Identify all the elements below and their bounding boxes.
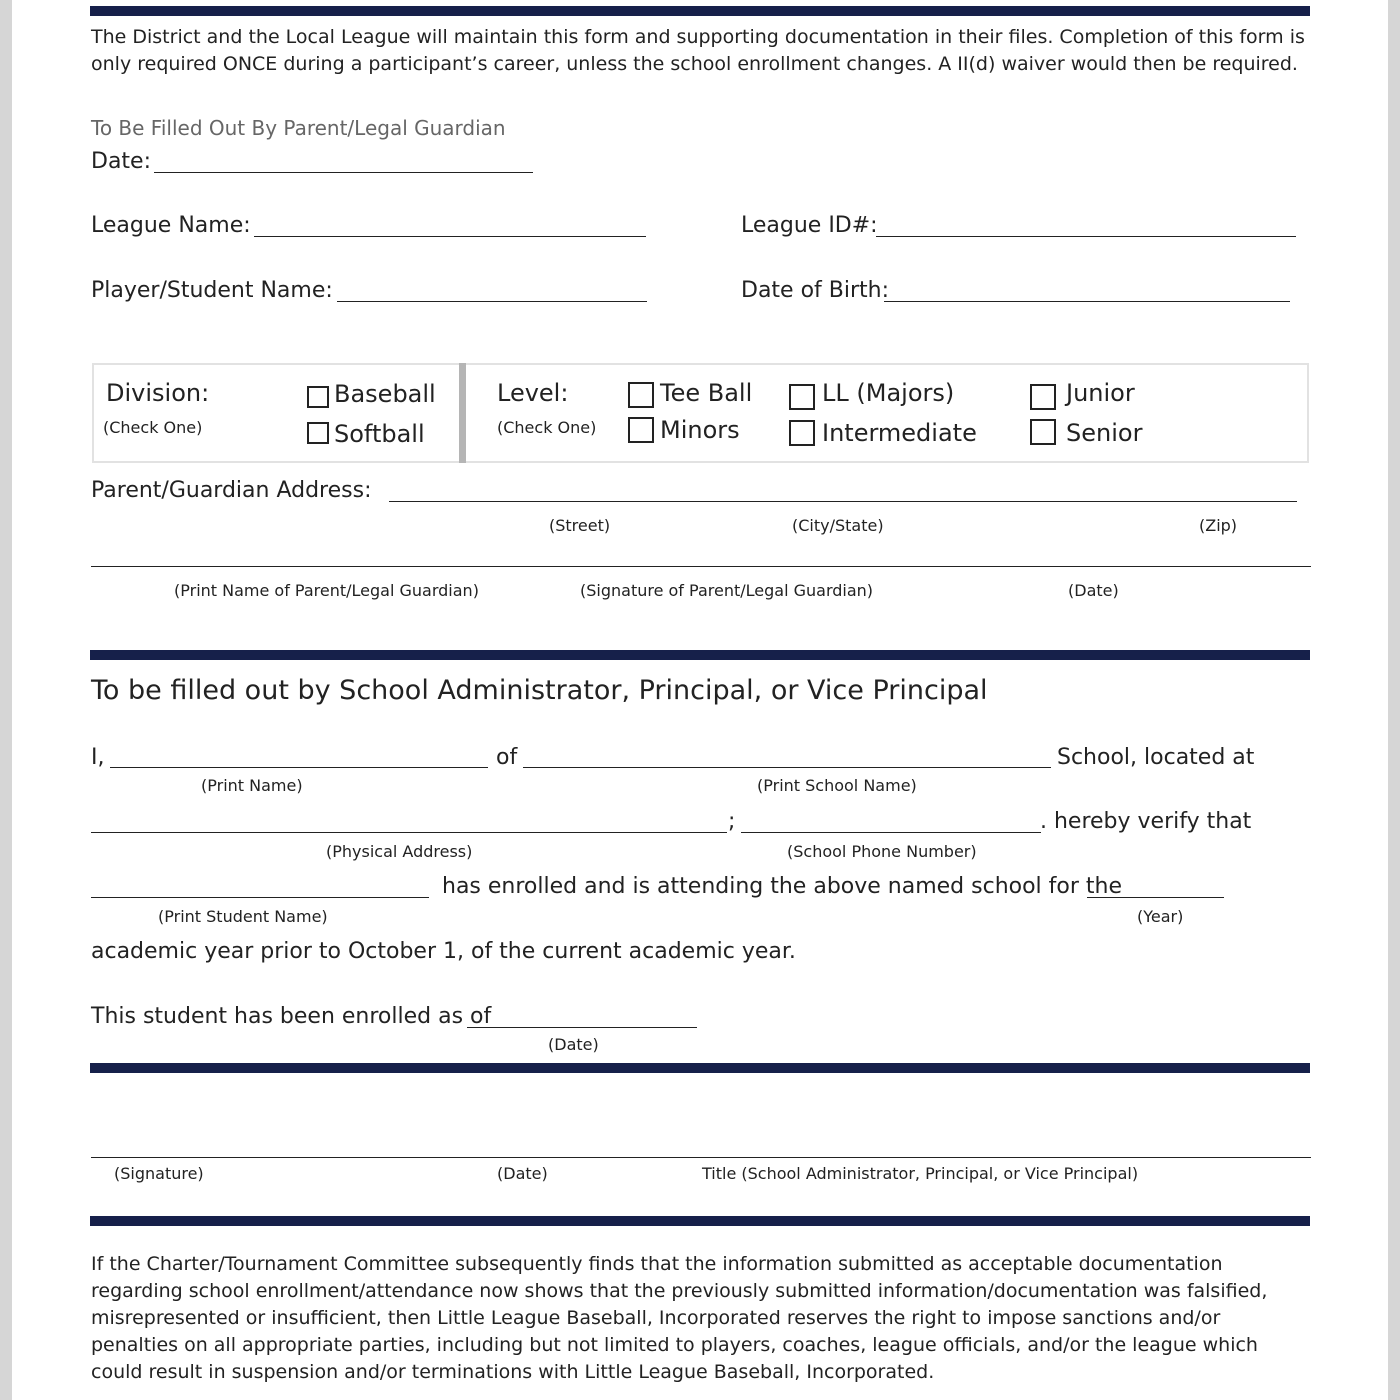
- enrolled-date-caption: (Date): [548, 1035, 599, 1054]
- enrolled-date-field[interactable]: [467, 1027, 697, 1028]
- signature-caption: (Signature): [114, 1164, 204, 1183]
- form-page: [12, 0, 1388, 1400]
- level-label: Level:: [497, 379, 569, 407]
- intermediate-checkbox[interactable]: [789, 420, 815, 446]
- softball-label: Softball: [334, 420, 425, 448]
- ll-majors-label: LL (Majors): [822, 379, 955, 407]
- date-label: Date:: [91, 149, 151, 174]
- date-field[interactable]: [154, 172, 533, 173]
- intro-text: The District and the Local League will maintain this form and supporting documentation in their files. Completion of this form is only required ONCE during a participant’s career, unless the school enrollment changes. A II(d) waiver would then be required.: [91, 26, 1305, 75]
- title-caption: Title (School Administrator, Principal, or Vice Principal): [702, 1164, 1139, 1183]
- baseball-checkbox[interactable]: [307, 386, 329, 408]
- player-name-label: Player/Student Name:: [91, 278, 333, 303]
- line2-end: . hereby verify that: [1040, 809, 1252, 834]
- league-name-field[interactable]: [254, 236, 646, 237]
- dob-label: Date of Birth:: [741, 278, 890, 303]
- line1-end: School, located at: [1057, 745, 1255, 770]
- line1-i: I,: [91, 745, 105, 770]
- student-name-caption: (Print Student Name): [158, 907, 328, 926]
- parent-signature-caption: (Signature of Parent/Legal Guardian): [580, 581, 874, 600]
- ll-majors-checkbox[interactable]: [789, 384, 815, 410]
- senior-checkbox[interactable]: [1030, 419, 1056, 445]
- address-label: Parent/Guardian Address:: [91, 478, 372, 503]
- school-section-heading: To be filled out by School Administrator, Principal, or Vice Principal: [91, 675, 988, 706]
- level-hint: (Check One): [497, 418, 597, 437]
- baseball-label: Baseball: [334, 380, 436, 408]
- year-caption: (Year): [1137, 907, 1184, 926]
- tee-ball-label: Tee Ball: [660, 379, 753, 407]
- zip-caption: (Zip): [1199, 516, 1238, 535]
- physical-address-field[interactable]: [91, 832, 727, 833]
- physical-address-caption: (Physical Address): [326, 842, 473, 861]
- league-id-label: League ID#:: [741, 213, 878, 238]
- softball-checkbox[interactable]: [307, 422, 329, 444]
- dob-field[interactable]: [884, 301, 1290, 302]
- footer-text: If the Charter/Tournament Committee subsequently finds that the information submitted as acceptable documentation regarding school enrollment/attendance now shows that the previously submitted information/documentation was falsified, misrepresented or insufficient, then Little League Baseball, Incorporated reserves the right to impose sanctions and/or penalties on all appropriate parties, including but not limited to players, coaches, league officials, and/or the league which could result in suspension and/or terminations with Little League Baseball, Incorporated.: [91, 1253, 1268, 1383]
- intermediate-label: Intermediate: [822, 419, 977, 447]
- line1-of: of: [496, 745, 518, 770]
- minors-label: Minors: [660, 416, 740, 444]
- line4: academic year prior to October 1, of the current academic year.: [91, 939, 796, 964]
- print-parent-name-caption: (Print Name of Parent/Legal Guardian): [174, 581, 479, 600]
- school-phone-field[interactable]: [741, 832, 1041, 833]
- player-name-field[interactable]: [337, 301, 647, 302]
- senior-label: Senior: [1066, 419, 1143, 447]
- tee-ball-checkbox[interactable]: [628, 382, 654, 408]
- city-state-caption: (City/State): [792, 516, 884, 535]
- semicolon: ;: [728, 809, 736, 834]
- admin-name-field[interactable]: [110, 767, 488, 768]
- league-name-label: League Name:: [91, 213, 251, 238]
- parent-section-heading: To Be Filled Out By Parent/Legal Guardian: [91, 116, 506, 140]
- top-divider: [90, 6, 1310, 16]
- line5: This student has been enrolled as of: [91, 1004, 492, 1029]
- junior-label: Junior: [1066, 379, 1135, 407]
- division-label: Division:: [106, 379, 210, 407]
- school-phone-caption: (School Phone Number): [787, 842, 977, 861]
- school-name-caption: (Print School Name): [757, 776, 917, 795]
- section-divider-3: [90, 1216, 1310, 1226]
- parent-signature-line[interactable]: [91, 566, 1311, 567]
- junior-checkbox[interactable]: [1030, 384, 1056, 410]
- student-name-field[interactable]: [91, 897, 429, 898]
- section-divider-2: [90, 1063, 1310, 1073]
- league-id-field[interactable]: [876, 236, 1296, 237]
- division-level-box: [92, 363, 1309, 463]
- admin-signature-line[interactable]: [91, 1157, 1311, 1158]
- parent-date-caption: (Date): [1068, 581, 1119, 600]
- signature-date-caption: (Date): [497, 1164, 548, 1183]
- school-name-field[interactable]: [523, 767, 1051, 768]
- section-divider-1: [90, 650, 1310, 660]
- street-caption: (Street): [549, 516, 611, 535]
- year-field[interactable]: [1087, 897, 1224, 898]
- division-level-separator: [459, 363, 466, 463]
- minors-checkbox[interactable]: [628, 417, 654, 443]
- division-hint: (Check One): [103, 418, 203, 437]
- address-field[interactable]: [389, 501, 1297, 502]
- print-name-caption: (Print Name): [201, 776, 303, 795]
- line3-mid: has enrolled and is attending the above named school for the: [442, 874, 1123, 899]
